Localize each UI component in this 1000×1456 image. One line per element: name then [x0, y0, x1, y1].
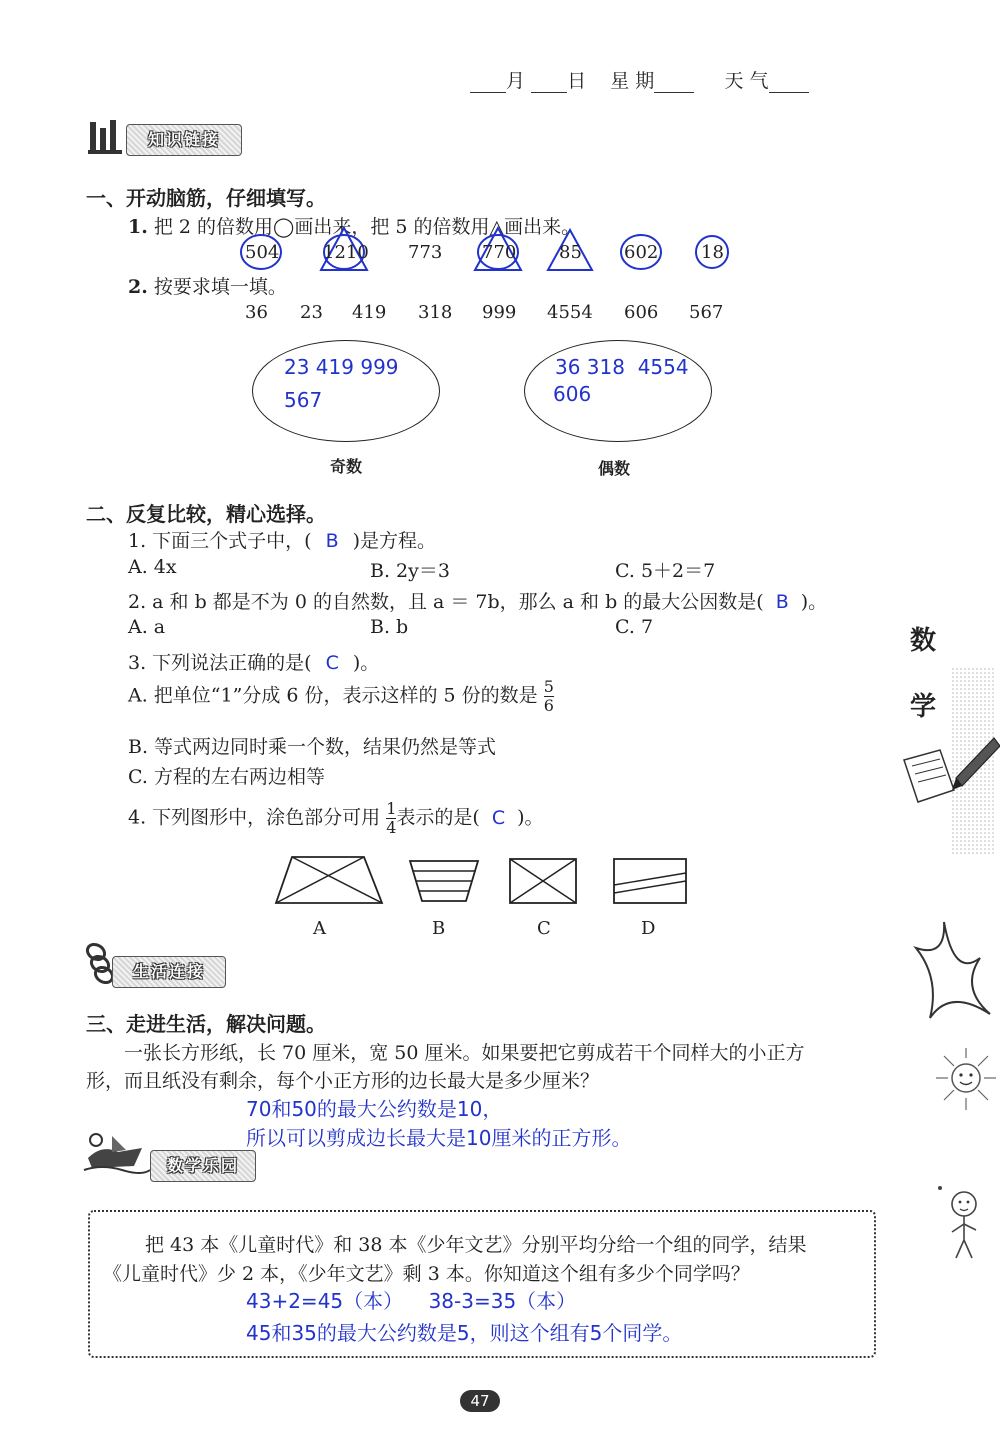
q1-number-5: 85: [559, 242, 582, 263]
s2-q3-text-after: )。: [352, 652, 380, 674]
s2-q3-option-c: C. 方程的左右两边相等: [128, 766, 325, 788]
shape-label-c: C: [537, 918, 551, 939]
ship-icon: [82, 1130, 152, 1174]
q1-number-6: 602: [624, 242, 659, 263]
shapes-figure: [270, 855, 690, 907]
s3-problem-line2: 形，而且纸没有剩余，每个小正方形的边长最大是多少厘米？: [86, 1070, 600, 1092]
s2-q3-answer: C: [325, 652, 339, 674]
month-label: 月: [506, 70, 526, 92]
fun-line1: 把 43 本《儿童时代》和 38 本《少年文艺》分别平均分给一个组的同学，结果: [145, 1234, 807, 1256]
even-answer-line2: 606: [553, 382, 592, 406]
q1-number-1: 504: [245, 242, 280, 263]
month-blank: [470, 74, 506, 93]
even-label: 偶数: [598, 459, 631, 478]
s2-q3-fraction: [544, 678, 554, 715]
s2-q4-text-before: 4. 下列图形中，涂色部分可用: [128, 806, 381, 829]
knowledge-badge: 知识链接: [126, 124, 242, 156]
shape-d: [614, 859, 686, 903]
fun-answer2: 45和35的最大公约数是5，则这个组有5个同学。: [246, 1321, 683, 1345]
odd-label: 奇数: [330, 457, 363, 476]
section3-title: 三、走进生活，解决问题。: [86, 1012, 326, 1036]
date-header: [470, 66, 809, 93]
s2-q4-fraction: [386, 800, 396, 837]
side-char-1: 数: [910, 626, 937, 656]
stick-figure-icon: [930, 1176, 990, 1266]
star-doodle-icon: [910, 918, 1000, 1028]
shape-b: [410, 861, 478, 901]
day-blank: [531, 74, 567, 93]
s3-problem-line1: 一张长方形纸，长 70 厘米，宽 50 厘米。如果要把它剪成若干个同样大的小正方: [124, 1042, 805, 1064]
s2-q1-option-a: A. 4x: [128, 556, 177, 578]
sun-face-icon: [928, 1044, 1000, 1114]
day-label: 日: [567, 70, 587, 92]
frac-denominator: 4: [386, 818, 397, 837]
even-answer-line1: 36 318 4554: [555, 355, 689, 379]
frac-numerator: 5: [543, 677, 554, 696]
q2-number-2: 23: [300, 302, 323, 323]
s1-q1: [128, 212, 580, 239]
knowledge-badge-icon: [86, 116, 126, 156]
fun-answer1: 43+2=45（本） 38-3=35（本）: [246, 1289, 577, 1313]
s2-q3: [128, 648, 379, 675]
s2-q1: [128, 526, 436, 553]
q2-number-8: 567: [689, 302, 724, 323]
shape-label-b: B: [432, 918, 446, 939]
side-char-2: 学: [910, 692, 937, 722]
s2-q3-text-before: 3. 下列说法正确的是(: [128, 652, 312, 674]
pencil-paper-icon: [896, 660, 1000, 860]
s2-q2-option-b: B. b: [370, 616, 409, 638]
s2-q2-text-after: )。: [800, 591, 828, 613]
s2-q2-option-a: A. a: [128, 616, 166, 638]
q1-number-7: 18: [701, 242, 724, 263]
q2-number-5: 999: [482, 302, 517, 323]
s2-q1-option-b: B. 2y＝3: [370, 560, 450, 582]
shape-a: [276, 857, 382, 903]
q2-number-4: 318: [418, 302, 453, 323]
weekday-label: 星 期: [610, 70, 655, 92]
fun-line2: 《儿童时代》少 2 本，《少年文艺》剩 3 本。你知道这个组有多少个同学吗？: [103, 1263, 750, 1285]
frac-numerator: 1: [386, 799, 397, 818]
s2-q4-text-mid: 表示的是(: [396, 806, 480, 829]
shape-c: [510, 859, 576, 903]
s2-q1-text-after: )是方程。: [352, 530, 437, 552]
section1-title: 一、开动脑筋，仔细填写。: [86, 186, 326, 210]
odd-answer-line2: 567: [284, 388, 323, 412]
page-number: 47: [460, 1390, 500, 1412]
shape-label-a: A: [313, 918, 326, 939]
q2-number-3: 419: [352, 302, 387, 323]
s1-q2-label: 2.: [128, 276, 148, 298]
s1-q1-label: 1.: [128, 216, 148, 238]
s2-q2-answer: B: [775, 591, 789, 613]
odd-answer-line1: 23 419 999: [284, 355, 399, 379]
s2-q2-text-before: 2. a 和 b 都是不为 0 的自然数，且 a ＝ 7b，那么 a 和 b 的最大公因数是(: [128, 591, 764, 613]
s2-q4: [128, 800, 544, 837]
s2-q2: [128, 587, 827, 614]
life-badge: 生活连接: [112, 956, 226, 988]
q2-number-1: 36: [245, 302, 268, 323]
s2-q4-text-after: )。: [517, 806, 544, 829]
s2-q1-answer: B: [325, 530, 339, 552]
s2-q1-text-before: 1. 下面三个式子中，(: [128, 530, 312, 552]
s3-answer-line2: 所以可以剪成边长最大是10厘米的正方形。: [246, 1126, 632, 1150]
section2-title: 二、反复比较，精心选择。: [86, 502, 326, 526]
q2-number-6: 4554: [547, 302, 593, 323]
q1-number-3: 773: [408, 242, 443, 263]
s3-answer-line1: 70和50的最大公约数是10，: [246, 1097, 503, 1121]
weekday-blank: [654, 74, 694, 93]
s2-q3-option-b: B. 等式两边同时乘一个数，结果仍然是等式: [128, 736, 497, 758]
s2-q4-answer: C: [491, 806, 506, 829]
q2-number-7: 606: [624, 302, 659, 323]
s2-q3-option-a-text: A. 把单位“1”分成 6 份，表示这样的 5 份的数是: [128, 684, 538, 707]
s1-q2-text: 按要求填一填。: [153, 276, 287, 298]
frac-denominator: 6: [543, 696, 554, 715]
fun-badge: 数学乐园: [150, 1150, 256, 1182]
s2-q2-option-c: C. 7: [615, 616, 654, 638]
weather-label: 天 气: [724, 70, 769, 92]
q1-number-2: 1210: [323, 242, 369, 263]
shape-label-d: D: [641, 918, 656, 939]
s1-q1-text: 把 2 的倍数用◯画出来，把 5 的倍数用△画出来。: [153, 216, 581, 238]
s1-q2: [128, 272, 287, 299]
weather-blank: [769, 74, 809, 93]
q1-number-4: 770: [482, 242, 517, 263]
s2-q3-option-a: [128, 678, 554, 715]
s2-q1-option-c: C. 5＋2＝7: [615, 560, 716, 582]
